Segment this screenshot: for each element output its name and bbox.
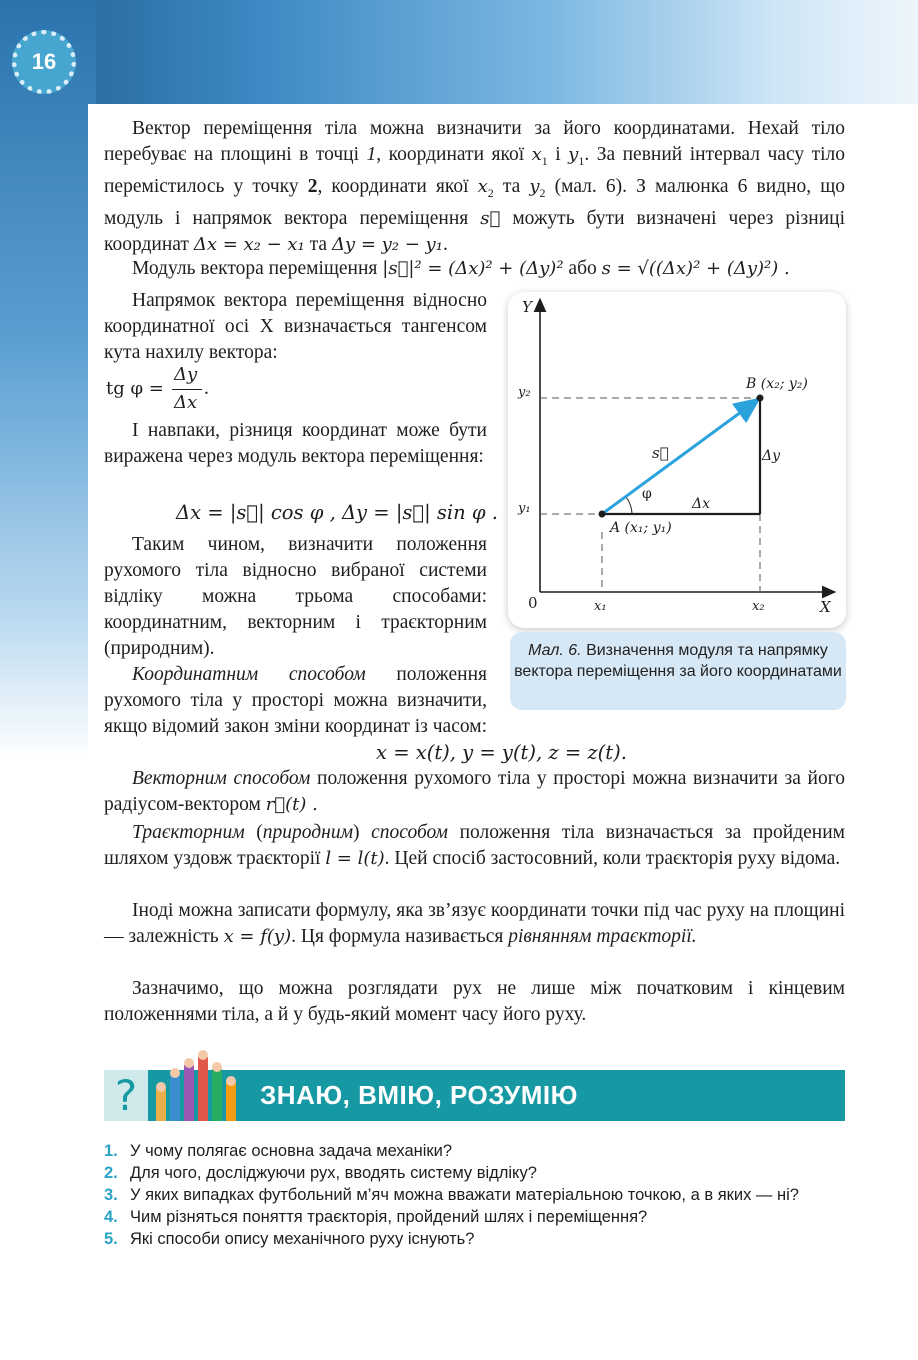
- question-text: Для чого, досліджуючи рух, вводять систему відліку?: [130, 1164, 537, 1182]
- question-item: [104, 1228, 474, 1250]
- axis-x-label: X: [820, 598, 831, 616]
- modulus-line: [132, 256, 790, 282]
- paragraph-direction: Напрямок вектора переміщення відносно координатної осі X визначається тангенсом кута нахилу вектора:: [104, 290, 487, 363]
- formula-dy: Δy = y₂ − y₁: [331, 233, 443, 255]
- side-background: [0, 0, 96, 760]
- text: . Цей спосіб застосовний, коли траєкторія руху відома.: [384, 848, 841, 869]
- var-x: x: [531, 144, 542, 165]
- trajectory-formula: x = f(y): [223, 926, 292, 947]
- paragraph-coordinates: [104, 116, 845, 258]
- vector-diagram: [508, 292, 846, 628]
- axis-y-label: Y: [522, 298, 532, 316]
- question-item: [104, 1140, 452, 1162]
- term-method: способом: [371, 822, 448, 843]
- paragraph-ways: Таким чином, визначити положення рухомого тіла відносно вибраної системи відліку можна трьома способами: координатним, векторним і траєкторним (природним).: [104, 534, 487, 659]
- text: ): [353, 822, 372, 843]
- question-item: [104, 1162, 537, 1184]
- text: , координати якої: [317, 175, 478, 197]
- text: Вектор переміщення тіла можна визначити за його координатами. Нехай тіло перебуває на площині в точці: [104, 118, 845, 165]
- text: . Ця формула називається: [291, 926, 509, 947]
- caption-prefix: Мал. 6.: [528, 642, 582, 659]
- modulus-or: або: [568, 258, 597, 279]
- point-b-label: B (x₂; y₂): [746, 376, 808, 392]
- text: . За певний інтервал часу тіло перемістилось у точку: [104, 144, 845, 197]
- question-text: Чим різняться поняття траєкторія, пройдений шлях і переміщення?: [130, 1208, 648, 1226]
- coordinate-formula: x = x(t), y = y(t), z = z(t).: [376, 741, 627, 764]
- question-number: 4.: [104, 1208, 118, 1226]
- dy-label: Δy: [762, 448, 781, 464]
- y2-label: y₂: [518, 385, 531, 400]
- paragraph-plane: [104, 898, 845, 950]
- question-item: [104, 1184, 799, 1206]
- x2-label: x₂: [752, 599, 765, 614]
- header-background: [0, 0, 918, 112]
- radius-vector-formula: r⃗(t) .: [265, 794, 318, 815]
- question-number: 1.: [104, 1142, 118, 1160]
- text: та: [304, 233, 332, 255]
- modulus-formula: |s⃗|² = (Δx)² + (Δy)²: [382, 258, 564, 279]
- modulus-label: Модуль вектора переміщення: [132, 258, 378, 279]
- path-formula: l = l(t): [325, 848, 385, 869]
- inverse-formula: Δx = |s⃗| cos φ , Δy = |s⃗| sin φ .: [176, 501, 498, 524]
- point-b: [757, 395, 764, 402]
- page-number: 16: [31, 49, 57, 74]
- question-text: Які способи опису механічного руху існують?: [130, 1230, 475, 1248]
- question-number: 5.: [104, 1230, 118, 1248]
- paragraph-coordinate-method: [104, 662, 487, 742]
- text: можуть бути визначені через різниці координат: [104, 207, 845, 255]
- term-natural: природним: [262, 822, 354, 843]
- var-y: y: [568, 144, 579, 165]
- sub: 2: [487, 185, 494, 200]
- phi-arc: [626, 497, 632, 514]
- question-number: 2.: [104, 1164, 118, 1182]
- origin-label: 0: [528, 594, 538, 612]
- question-number: 3.: [104, 1186, 118, 1204]
- figure-6-caption: [510, 632, 846, 710]
- tg-numerator: Δy: [174, 364, 198, 385]
- formula-dx: Δx = x₂ − x₁: [193, 233, 305, 255]
- y1-label: y₁: [518, 501, 531, 516]
- point-number: 2: [307, 175, 318, 197]
- tg-lhs: tg φ =: [106, 378, 164, 399]
- caption-text: Визначення модуля та напрямку вектора переміщення за його координатами: [514, 642, 842, 680]
- var-y: y: [529, 175, 540, 197]
- question-text: У чому полягає основна задача механіки?: [130, 1142, 453, 1160]
- text: і: [547, 144, 569, 165]
- term-vector: Векторним способом: [132, 768, 311, 789]
- text: (: [244, 822, 263, 843]
- vector-s: s⃗: [480, 207, 501, 229]
- question-text: У яких випадках футбольний м’яч можна вважати матеріальною точкою, а в яких — ні?: [130, 1186, 799, 1204]
- phi-label: φ: [642, 486, 652, 502]
- dx-label: Δx: [692, 496, 711, 512]
- section-title: ЗНАЮ, ВМІЮ, РОЗУМІЮ: [260, 1080, 578, 1110]
- question-item: [104, 1206, 647, 1228]
- point-a-label: A (x₁; y₁): [610, 520, 672, 536]
- x1-label: x₁: [594, 599, 607, 614]
- modulus-formula-root: s = √((Δx)² + (Δy)²) .: [601, 258, 790, 279]
- term-trajectory-equation: рівнянням траєкторії.: [508, 926, 697, 947]
- point-number: 1: [366, 144, 377, 165]
- var-x: x: [477, 175, 488, 197]
- sub: 1: [541, 153, 548, 168]
- figure-6-card: [508, 292, 846, 628]
- displacement-vector: [602, 401, 756, 514]
- term-coordinate: Координатним способом: [132, 664, 366, 685]
- sub: 1: [578, 153, 585, 168]
- vector-s-label: s⃗: [652, 444, 669, 462]
- paragraph-vector-method: [104, 766, 845, 818]
- question-mark-icon: ?: [104, 1070, 148, 1121]
- text: положення рухомого тіла у просторі можна визначити за його радіусом-вектором: [104, 768, 846, 815]
- tg-end: .: [204, 378, 209, 399]
- text: .: [442, 233, 448, 255]
- sub: 2: [539, 185, 546, 200]
- tg-denominator: Δx: [174, 392, 198, 413]
- paragraph-trajectory-method: [104, 820, 845, 872]
- text: (мал. 6). З малюнка 6 видно, що модуль і напрямок вектора переміщення: [104, 175, 845, 229]
- page-number-badge: [12, 30, 76, 94]
- raised-hands-icon: [150, 1049, 254, 1121]
- text: та: [493, 175, 530, 197]
- point-a: [599, 511, 606, 518]
- paragraph-final: Зазначимо, що можна розглядати рух не лише між початковим і кінцевим положеннями тіла, а й у будь-який момент часу його руху.: [104, 978, 845, 1025]
- text: Іноді можна записати формулу, яка зв’язує координати точки під час руху на площині — залежність: [104, 900, 845, 947]
- text: положення рухомого тіла у просторі можна визначити, якщо відомий закон зміни координат із часом:: [104, 664, 487, 737]
- paragraph-inverse: І навпаки, різниця координат може бути виражена через модуль вектора переміщення:: [104, 420, 487, 467]
- text: , координати якої: [376, 144, 532, 165]
- term-trajectory: Траєкторним: [132, 822, 245, 843]
- text: положення тіла визначається за пройденим шляхом уздовж траєкторії: [104, 822, 845, 869]
